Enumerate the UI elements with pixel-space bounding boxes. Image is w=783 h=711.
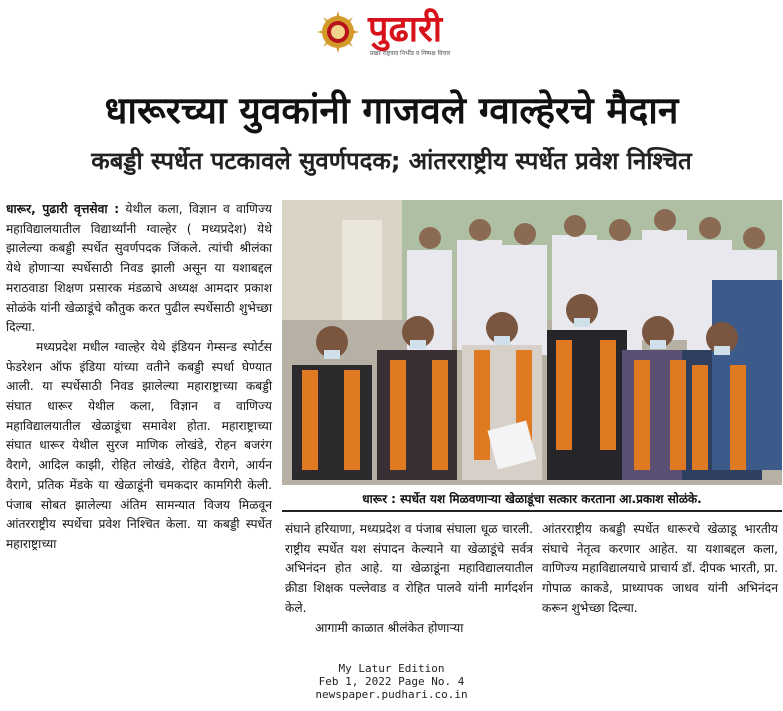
photo-caption: धारूर : स्पर्धेत यश मिळवणाऱ्या खेळाडूंचा सत्कार करताना आ.प्रकाश सोळंके. xyxy=(282,488,782,512)
article-column-1 xyxy=(6,200,272,555)
brand-name: पुढारी xyxy=(368,9,443,50)
brand-tagline: प्रखर राष्ट्रवाद निर्भीड व निष्पक्ष विचार xyxy=(370,50,451,57)
edition-site: newspaper.pudhari.co.in xyxy=(315,688,468,701)
article-column-3 xyxy=(542,520,778,619)
seal-icon xyxy=(316,10,360,54)
headline: धारूरच्या युवकांनी गाजवले ग्वाल्हेरचे मैदान xyxy=(104,89,679,132)
article-column-2 xyxy=(285,520,533,638)
edition-name: My Latur Edition xyxy=(338,662,445,675)
subheadline: कबड्डी स्पर्धेत पटकावले सुवर्णपदक; आंतरराष्ट्रीय स्पर्धेत प्रवेश निश्चित xyxy=(91,147,692,175)
masthead-logo xyxy=(316,10,476,60)
paragraph-2: मध्यप्रदेश मधील ग्वाल्हेर येथे इंडियन गेम्सन्ड स्पोर्टस फेडरेशन ऑफ इंडिया यांच्या वतीने कबड्डी स्पर्धा घेण्यात आली. या स्पर्धेसाठी निवड झालेल्या महाराष्ट्राच्या कबड्डी संघात धारूर येथील कला, विज्ञान व वाणिज्य महाविद्यालयातील खेळाडूंचा समावेश होता. महाराष्ट्राच्या संघात धारूर येथील सुरज माणिक लोखंडे, रोहन बजरंग वैरागे, आदिल काझी, रोहित लोखंडे, रोहित वैरागे, आर्यन वैरागे, प्रतिक मेंडके या खेळाडूंनी चमकदार कामगिरी केली. पंजाब सोबत झालेल्या अंतिम सामन्यात विजय मिळवून आंतरराष्ट्रीय स्पर्धेचा प्रवेश निश्चित केला. या कबड्डी स्पर्धेत महाराष्ट्राच्या xyxy=(6,339,272,551)
paragraph-3: संघाने हरियाणा, मध्यप्रदेश व पंजाब संघाला धूळ चारली. राष्ट्रीय स्पर्धेत यश संपादन केल्याने या खेळाडूंचे सर्वत्र अभिनंदन होत आहे. या खेळाडूंना महाविद्यालयातील क्रीडा शिक्षक पल्लेवाड व रोहित पालवे यांनी मार्गदर्शन केले. xyxy=(285,522,533,615)
paragraph-4: आगामी काळात श्रीलंकेत होणाऱ्या xyxy=(315,620,464,635)
paragraph-1: येथील कला, विज्ञान व वाणिज्य महाविद्यालयातील विद्यार्थ्यांनी ग्वाल्हेर ( मध्यप्रदेश) येथे झालेल्या कबड्डी स्पर्धेत सुवर्णपदक जिंकले. त्यांची श्रीलंका येथे होणाऱ्या स्पर्धेसाठी निवड झाली असून या यशाबद्दल मराठवाडा शिक्षण प्रसारक मंडळाचे अध्यक्ष आमदार प्रकाश सोळंके यांनी खेळाडूंचे कौतुक करत पुढील स्पर्धेसाठी शुभेच्छा दिल्या. xyxy=(6,202,272,335)
paragraph-5: आंतरराष्ट्रीय कबड्डी स्पर्धेत धारूरचे खेळाडू भारतीय संघाचे नेतृत्व करणार आहेत. या यशाबद्दल कला, वाणिज्य महाविद्यालयाचे प्राचार्य डॉ. दीपक भारती, प्रा. गोपाळ काकडे, प्राध्यापक जाधव यांनी अभिनंदन करून शुभेच्छा दिल्या. xyxy=(542,522,778,615)
article-photo xyxy=(282,200,782,485)
group-photo-image xyxy=(282,200,782,485)
dateline: धारूर, पुढारी वृत्तसेवा : xyxy=(6,202,120,216)
edition-footer xyxy=(0,662,783,701)
edition-date-page: Feb 1, 2022 Page No. 4 xyxy=(318,675,465,688)
